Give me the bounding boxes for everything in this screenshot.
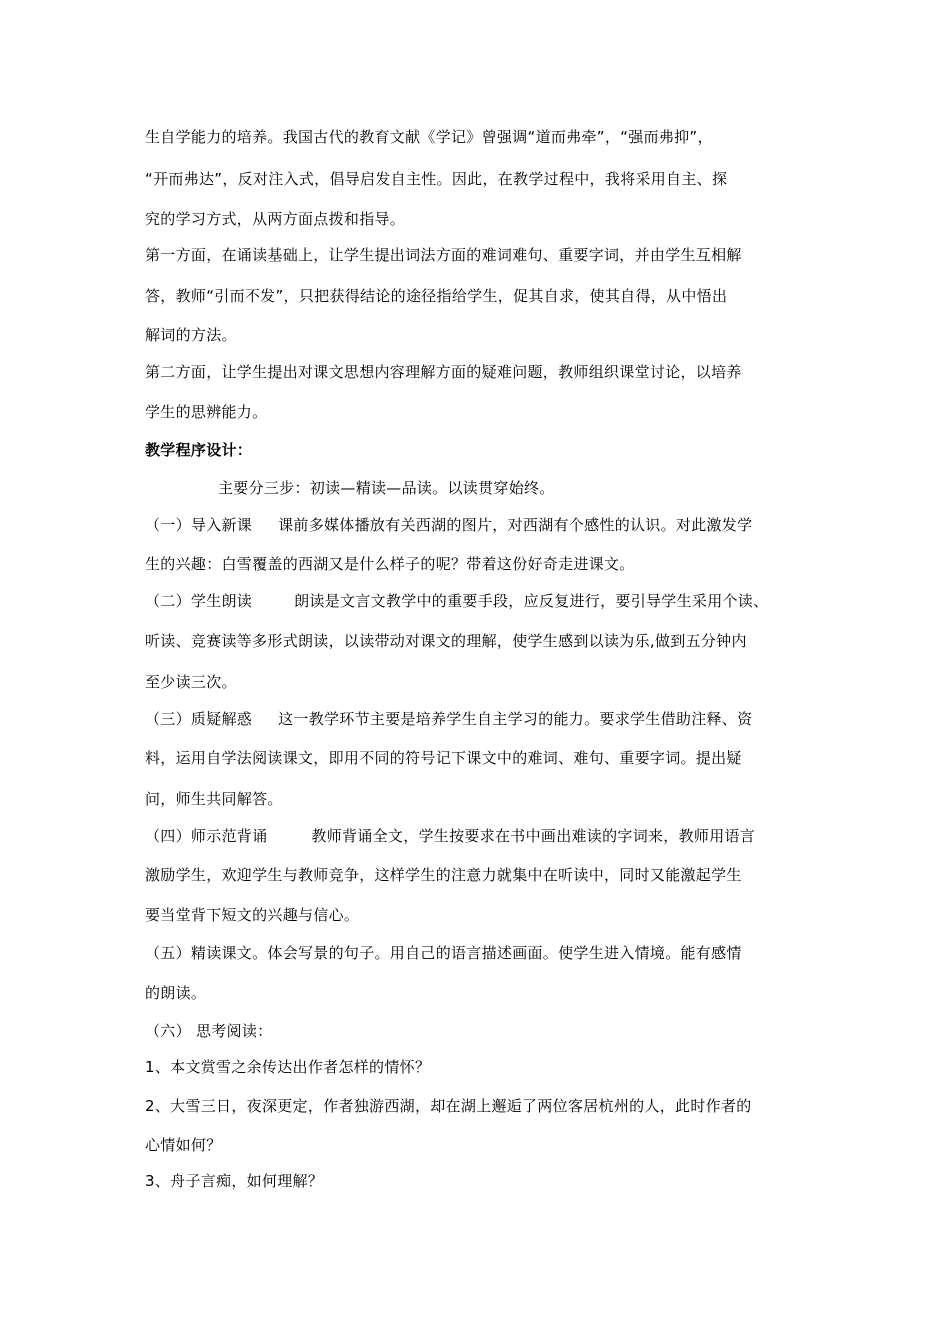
step-1-text: 课前多媒体播放有关西湖的图片，对西湖有个感性的认识。对此激发学 (278, 516, 753, 534)
step-5-line-1: （五）精读课文。体会写景的句子。用自己的语言描述画面。使学生进入情境。能有感情 (145, 944, 742, 962)
intro-line-1: 生自学能力的培养。我国古代的教育文献《学记》曾强调“道而弗牵”，“强而弗抑”， (145, 128, 713, 146)
step-1-line-2: 生的兴趣：白雪覆盖的西湖又是什么样子的呢？带着这份好奇走进课文。 (145, 555, 635, 573)
step-4-label: （四）师示范背诵 (145, 827, 268, 845)
aspect-one-line-1: 第一方面，在诵读基础上，让学生提出词法方面的难词难句、重要字词，并由学生互相解 (145, 246, 742, 264)
step-4-line-3: 要当堂背下短文的兴趣与信心。 (145, 906, 360, 924)
aspect-one-line-2: 答，教师“引而不发”，只把获得结论的途径指给学生，促其自求，使其自得，从中悟出 (145, 287, 728, 305)
step-1-line-1 (145, 514, 752, 536)
step-2-text: 朗读是文言文教学中的重要手段，应反复进行，要引导学生采用个读、 (294, 592, 769, 610)
step-3-line-2: 料，运用自学法阅读课文，即用不同的符号记下课文中的难词、难句、重要字词。提出疑 (145, 749, 742, 767)
step-3-label: （三）质疑解惑 (145, 710, 253, 728)
step-3-line-1 (145, 708, 752, 730)
design-heading: 教学程序设计： (145, 441, 253, 459)
step-2-line-3: 至少读三次。 (145, 673, 237, 691)
step-2-line-1 (145, 590, 768, 612)
question-3: 3、舟子言痴，如何理解？ (145, 1172, 324, 1190)
step-4-text: 教师背诵全文，学生按要求在书中画出难读的字词来，教师用语言 (311, 827, 756, 845)
aspect-two-line-2: 学生的思辨能力。 (145, 403, 268, 421)
step-2-line-2: 听读、竞赛读等多形式朗读，以读带动对课文的理解，使学生感到以读为乐,做到五分钟内 (145, 632, 747, 650)
intro-line-3: 究的学习方式，从两方面点拨和指导。 (145, 210, 406, 228)
step-2-label: （二）学生朗读 (145, 592, 253, 610)
step-3-text: 这一教学环节主要是培养学生自主学习的能力。要求学生借助注释、资 (278, 710, 753, 728)
step-5-line-2: 的朗读。 (145, 984, 207, 1002)
overview-line: 主要分三步：初读—精读—品读。以读贯穿始终。 (218, 479, 555, 497)
step-4-line-1 (145, 825, 755, 847)
step-6-label: （六） 思考阅读： (145, 1022, 273, 1040)
question-2-line-1: 2、大雪三日，夜深更定，作者独游西湖，却在湖上邂逅了两位客居杭州的人，此时作者的 (145, 1097, 752, 1115)
question-1: 1、本文赏雪之余传达出作者怎样的情怀？ (145, 1058, 431, 1076)
question-2-line-2: 心情如何？ (145, 1136, 222, 1154)
intro-line-2: “开而弗达”，反对注入式，倡导启发自主性。因此，在教学过程中，我将采用自主、探 (145, 170, 728, 188)
step-4-line-2: 激励学生，欢迎学生与教师竞争，这样学生的注意力就集中在听读中，同时又能激起学生 (145, 866, 742, 884)
aspect-two-line-1: 第二方面，让学生提出对课文思想内容理解方面的疑难问题，教师组织课堂讨论，以培养 (145, 363, 742, 381)
aspect-one-line-3: 解词的方法。 (145, 326, 237, 344)
step-1-label: （一）导入新课 (145, 516, 253, 534)
step-3-line-3: 问，师生共同解答。 (145, 790, 283, 808)
